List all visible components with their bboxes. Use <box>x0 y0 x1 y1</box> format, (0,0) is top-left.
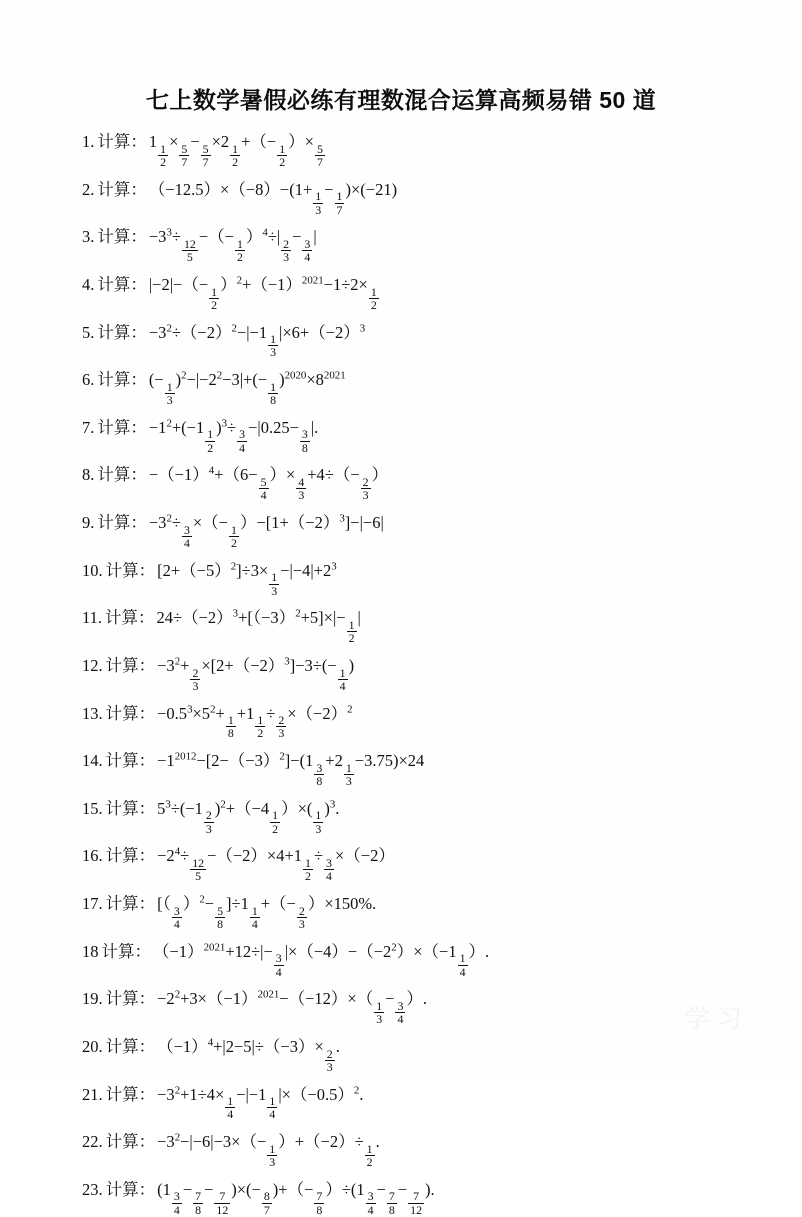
problem-expression: $[2+(-5)^2]\div 3\times$ $\frac{1}{3}$ $-|-4|+2^3$ <box>157 560 337 598</box>
problem-expression: $(-1)^{2021}+12\div|-$ $\frac{3}{4}$ $|\times(-4)-(-2^2)\times(-1$ $\frac{1}{4}$ ）. <box>153 941 490 979</box>
problem-item <box>82 417 748 454</box>
problem-label: 计算： <box>105 1132 156 1152</box>
problem-expression: |−2|−（− $\frac{1}{2}$ ）$^2+(-1)^{2021}-1\div 2\times$ $\frac{1}{2}$ <box>148 274 377 312</box>
problem-label: 计算： <box>97 513 147 532</box>
problem-item <box>82 131 748 168</box>
problem-expression: $-1^2+(-1$ $\frac{1}{2}$ )$^3$÷ $\frac{3}{4}$ −|0.25− $\frac{3}{8}$ |. <box>148 417 319 455</box>
problem-expression: （−12.5）×（−8）−(1+ $\frac{1}{3}$ − $\frac{1}{7}$ )×(−21) <box>148 179 398 217</box>
problem-number: 1. <box>82 132 95 151</box>
problem-label: 计算： <box>105 1036 156 1056</box>
problem-number: 12. <box>82 655 103 675</box>
problem-label: 计算： <box>97 322 147 342</box>
problem-item <box>82 607 748 644</box>
problem-expression: $-3^2+1\div 4\times$ $\frac{1}{4}$ −|−1 $\frac{1}{4}$ $|\times(-0.5)^2$. <box>157 1084 364 1122</box>
problem-expression: 1 $\frac{1}{2}$ × $\frac{5}{7}$ − $\frac{5}{7}$ ×2 $\frac{1}{2}$ +（− $\frac{1}{2}$ ）× $\frac{5}{7}$ <box>148 132 323 169</box>
problem-number: 19. <box>82 989 103 1009</box>
problem-expression: $24\div(-2)^3+[(-3)^2+5]\times|-$ $\frac{1}{2}$ | <box>156 607 361 646</box>
problem-item <box>82 464 748 501</box>
problem-expression: $-2^2+3\times(-1)^{2021}-(-12)\times$（ $\frac{1}{3}$ − $\frac{3}{4}$ ）. <box>157 988 428 1027</box>
problem-expression: $(-1)^4+|2-5|\div(-3)\times$ $\frac{2}{3}$ . <box>157 1036 340 1074</box>
problem-item <box>82 1131 748 1168</box>
problem-number: 15. <box>82 798 103 818</box>
problem-item <box>82 560 748 597</box>
problem-label: 计算： <box>105 989 156 1009</box>
problem-expression: $-3^3\div$ $\frac{12}{5}$ −（− $\frac{1}{2}$ ）$^4$÷| $\frac{2}{3}$ − $\frac{3}{4}$ | <box>148 226 317 265</box>
problem-number: 9. <box>82 513 95 532</box>
page-title: 七上数学暑假必练有理数混合运算高频易错 50 道 <box>145 87 657 113</box>
problem-item <box>82 1179 748 1216</box>
problem-label: 计算： <box>97 465 147 485</box>
problem-label: 计算： <box>105 846 156 866</box>
problem-number: 23. <box>82 1179 103 1199</box>
problem-expression: $-3^2\div$ $\frac{3}{4}$ ×（− $\frac{1}{2}$ ）$-[1+(-2)^3]-|-6|$ <box>148 512 384 550</box>
problem-label: 计算： <box>101 941 151 961</box>
problem-label: 计算： <box>105 608 155 628</box>
problem-label: 计算： <box>105 560 156 580</box>
problem-expression: $-3^2-|-6|-3\times(-$ $\frac{1}{3}$ ）+（−2）÷ $\frac{1}{2}$ . <box>157 1131 380 1170</box>
problem-item <box>82 512 748 549</box>
problem-label: 计算： <box>97 370 147 390</box>
problem-label: 计算： <box>105 1084 156 1104</box>
problem-label: 计算： <box>97 132 147 151</box>
problem-expression: [（ $\frac{3}{4}$ ）$^2$− $\frac{5}{8}$ ]÷1 $\frac{1}{4}$ +（− $\frac{2}{3}$ ）×150%. <box>157 893 377 931</box>
problem-item <box>82 1084 748 1121</box>
problem-number: 16. <box>82 846 103 866</box>
problem-number: 10. <box>82 560 103 580</box>
problem-expression: $5^3\div(-1$ $\frac{2}{3}$ )$^2$+（−4 $\frac{1}{2}$ ）×( $\frac{1}{3}$ )$^3$. <box>157 798 340 836</box>
problem-label: 计算： <box>97 274 147 294</box>
problem-item <box>82 274 748 311</box>
problem-label: 计算： <box>105 751 156 771</box>
problem-item <box>82 1036 748 1073</box>
problem-label: 计算： <box>97 417 147 437</box>
problem-number: 22. <box>82 1132 103 1152</box>
problem-expression: $-0.5^3\times 5^2+$ $\frac{1}{8}$ +1 $\frac{1}{2}$ ÷ $\frac{2}{3}$ $\times(-2)^2$ <box>157 703 353 741</box>
problem-item <box>82 893 748 930</box>
problem-item <box>82 369 748 406</box>
problem-number: 18 <box>82 941 99 961</box>
problem-item <box>82 322 748 359</box>
problem-number: 2. <box>82 179 95 199</box>
problem-label: 计算： <box>105 1179 156 1199</box>
problem-expression: $-3^2+$ $\frac{2}{3}$ $\times[2+(-2)^3]-3\div(-$ $\frac{1}{4}$ ) <box>157 655 355 693</box>
problem-number: 8. <box>82 465 95 485</box>
problem-number: 7. <box>82 417 95 437</box>
problem-label: 计算： <box>105 655 156 675</box>
problem-expression: $-(-1)^4+(6-$ $\frac{5}{4}$ ）× $\frac{4}{3}$ +4÷（− $\frac{2}{3}$ ） <box>148 464 389 503</box>
problem-number: 14. <box>82 751 103 771</box>
problem-number: 3. <box>82 227 95 247</box>
problem-item <box>82 798 748 835</box>
problem-item <box>82 845 748 882</box>
problem-item <box>82 655 748 692</box>
problem-item <box>82 179 748 216</box>
problem-label: 计算： <box>105 894 156 913</box>
problem-number: 6. <box>82 370 95 390</box>
problem-expression: $-1^{2012}-[2-(-3)^2]-(1$ $\frac{3}{8}$ +2 $\frac{1}{3}$ −3.75)×24 <box>157 750 425 789</box>
problem-expression: $-3^2\div(-2)^2-|-1$ $\frac{1}{3}$ $|\times 6+(-2)^3$ <box>148 322 366 360</box>
problem-number: 13. <box>82 703 103 723</box>
problem-number: 4. <box>82 274 95 294</box>
problem-item <box>82 988 748 1025</box>
problem-item <box>82 941 748 978</box>
problem-label: 计算： <box>97 179 147 199</box>
problem-item <box>82 226 748 263</box>
problem-expression: (− $\frac{1}{3}$ )$^2-|-2^2-3|+(-$ $\frac{1}{8}$ )$^{2020}\times 8^{2021}$ <box>148 369 346 408</box>
problem-label: 计算： <box>97 227 147 247</box>
problem-number: 21. <box>82 1084 103 1104</box>
problem-label: 计算： <box>105 798 156 818</box>
problem-item <box>82 703 748 740</box>
problem-expression: $-2^4\div$ $\frac{12}{5}$ −（−2）×4+1 $\frac{1}{2}$ ÷ $\frac{3}{4}$ ×（−2） <box>157 845 395 884</box>
problem-number: 20. <box>82 1036 103 1056</box>
problem-item <box>82 750 748 787</box>
watermark: 学习 <box>683 1004 748 1034</box>
problem-number: 5. <box>82 322 95 342</box>
problem-list <box>44 131 758 1216</box>
problem-expression: (1 $\frac{3}{4}$ − $\frac{7}{8}$ − $\frac{7}{12}$ )×(− $\frac{8}{7}$ )+（− $\frac{7}{8}$ ）÷(1 $\frac{3}{4}$ − $\frac{7}{8}$ − $\frac{7}{12}$ ). <box>157 1179 435 1217</box>
problem-number: 17. <box>82 894 103 913</box>
problem-number: 11. <box>82 608 103 628</box>
problem-label: 计算： <box>105 703 156 723</box>
